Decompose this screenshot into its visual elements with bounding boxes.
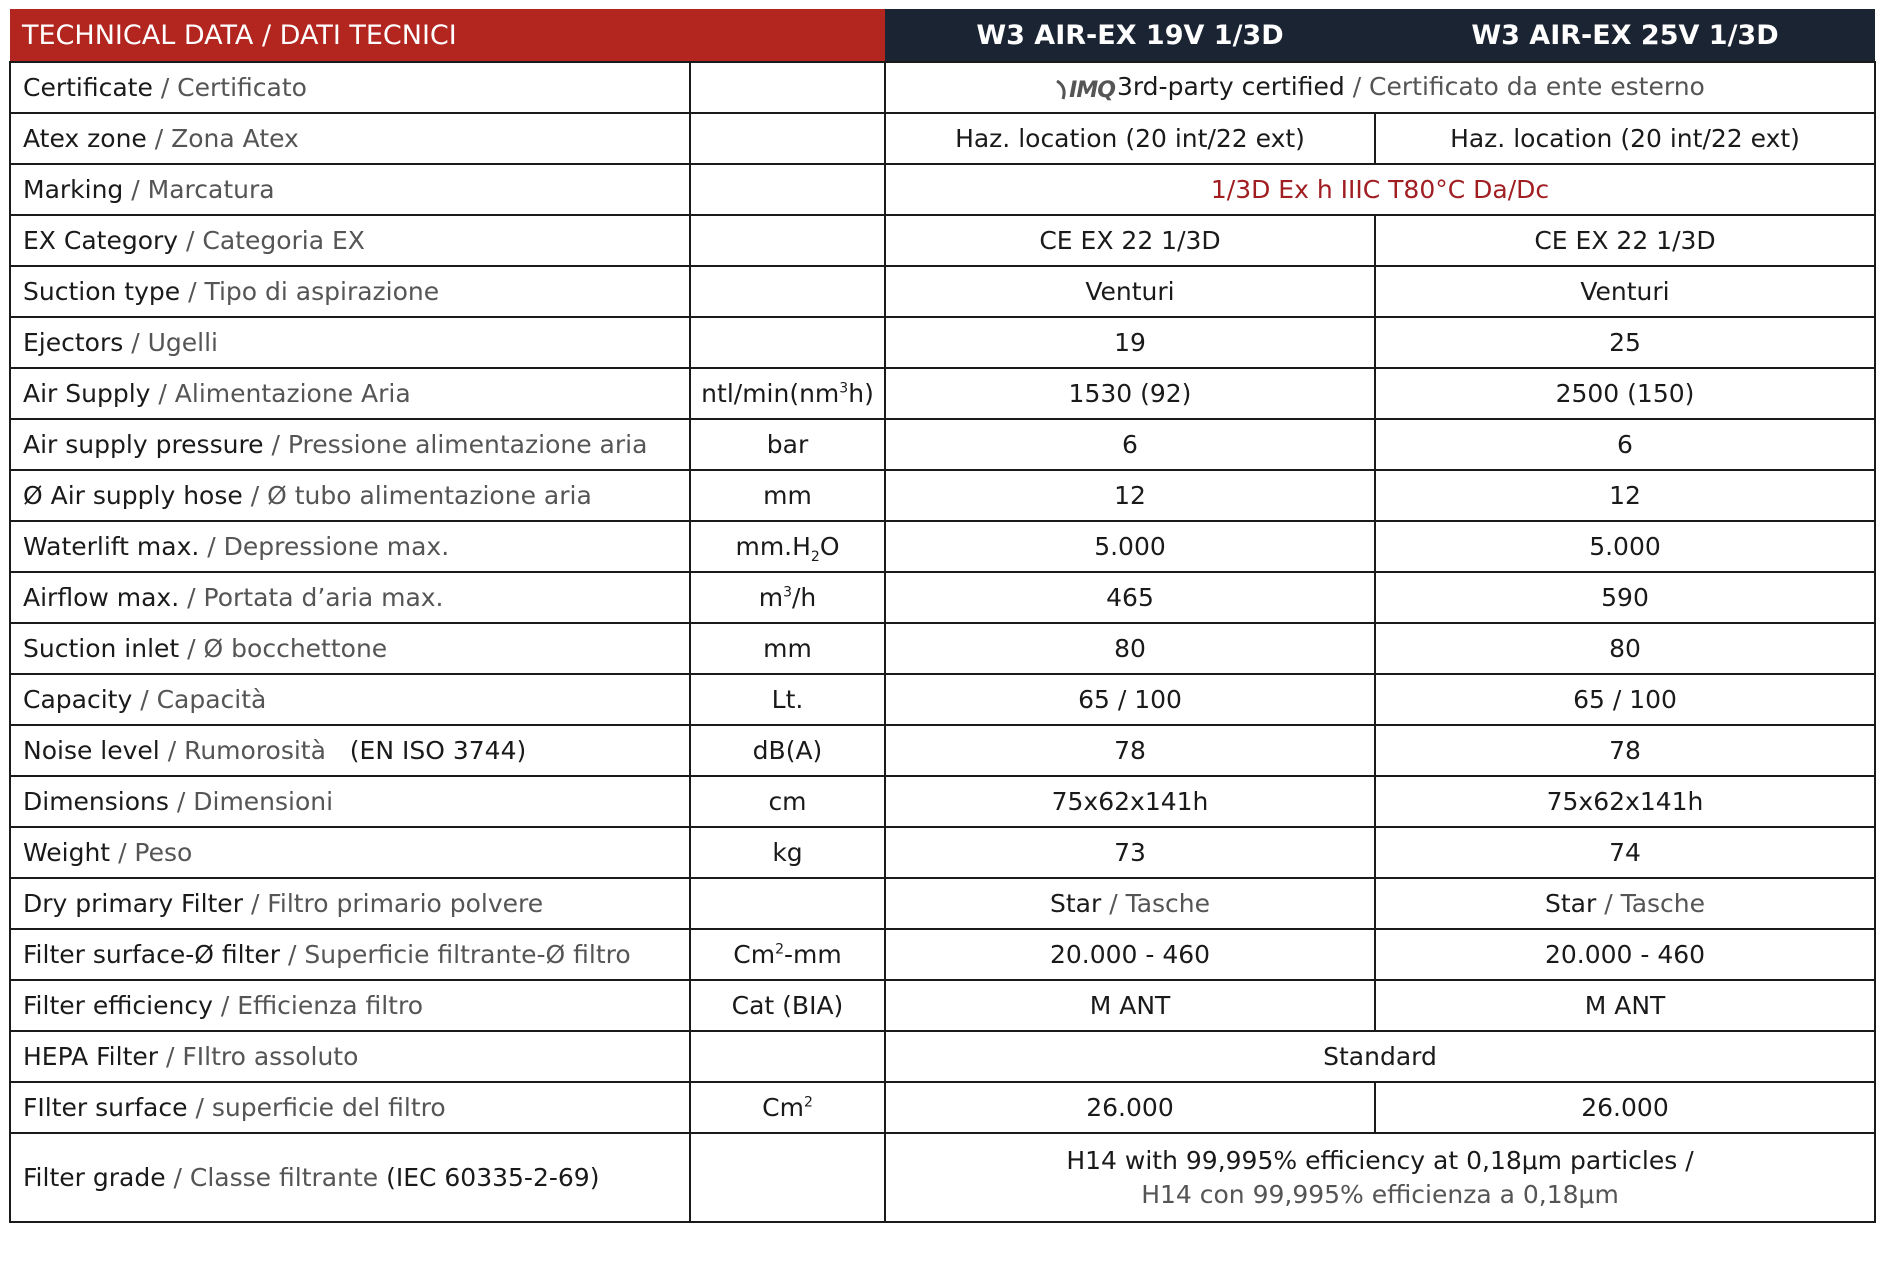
label-en: HEPA Filter (23, 1042, 159, 1071)
label-en: Certificate (23, 73, 153, 102)
row-label (10, 317, 690, 368)
unit-sup: 2 (803, 1094, 813, 1111)
value-model-1: 80 (885, 623, 1375, 674)
table-row (10, 980, 1875, 1031)
row-label (10, 827, 690, 878)
value-model-1: 19 (885, 317, 1375, 368)
unit-text: /h (792, 583, 817, 612)
table-row (10, 368, 1875, 419)
table-row (10, 113, 1875, 164)
label-it: / Capacità (140, 685, 267, 714)
marking-value: 1/3D Ex h IIIC T80°C Da/Dc (885, 164, 1875, 215)
value-model-2: Venturi (1375, 266, 1875, 317)
label-it: / Alimentazione Aria (158, 379, 411, 408)
unit-cell (690, 368, 885, 419)
label-it: / Zona Atex (154, 124, 299, 153)
model-1-header: W3 AIR-EX 19V 1/3D (885, 9, 1375, 62)
imq-logo-text: IMQ (1069, 77, 1115, 103)
label-it: / Ugelli (131, 328, 218, 357)
value-model-1 (885, 878, 1375, 929)
label-en: Marking (23, 175, 124, 204)
value-model-2: 590 (1375, 572, 1875, 623)
technical-data-sheet (9, 9, 1874, 1223)
unit-cell (690, 878, 885, 929)
value-model-1: 465 (885, 572, 1375, 623)
unit-sub: 2 (810, 549, 820, 565)
label-en: Air supply pressure (23, 430, 264, 459)
label-en: Noise level (23, 736, 160, 765)
table-row (10, 725, 1875, 776)
row-label (10, 725, 690, 776)
table-row (10, 623, 1875, 674)
filter-grade-value (885, 1133, 1875, 1222)
value-model-2: 20.000 - 460 (1375, 929, 1875, 980)
table-row (10, 317, 1875, 368)
label-en: Atex zone (23, 124, 147, 153)
label-it: / Categoria EX (186, 226, 365, 255)
table-row (10, 215, 1875, 266)
table-row (10, 62, 1875, 113)
label-it: / Classe filtrante (173, 1163, 379, 1192)
label-it: / Certificato (160, 73, 307, 102)
unit-cell (690, 1133, 885, 1222)
table-row (10, 1082, 1875, 1133)
table-row (10, 572, 1875, 623)
unit-cell: mm (690, 470, 885, 521)
value-model-1: 1530 (92) (885, 368, 1375, 419)
row-label (10, 674, 690, 725)
unit-cell: Lt. (690, 674, 885, 725)
value-it: / Tasche (1604, 889, 1706, 918)
value-model-2: 80 (1375, 623, 1875, 674)
value-model-2: 5.000 (1375, 521, 1875, 572)
table-row (10, 827, 1875, 878)
value-model-1: 75x62x141h (885, 776, 1375, 827)
value-model-2: 75x62x141h (1375, 776, 1875, 827)
technical-data-table (9, 9, 1876, 1223)
value-model-1: CE EX 22 1/3D (885, 215, 1375, 266)
table-row (10, 1031, 1875, 1082)
value-model-1: M ANT (885, 980, 1375, 1031)
table-row (10, 878, 1875, 929)
row-label (10, 1031, 690, 1082)
label-en: Filter efficiency (23, 991, 213, 1020)
row-label (10, 113, 690, 164)
value-model-2: 2500 (150) (1375, 368, 1875, 419)
unit-text: Cm (733, 940, 776, 969)
value-model-1: 12 (885, 470, 1375, 521)
label-en: Dry primary Filter (23, 889, 243, 918)
table-row (10, 470, 1875, 521)
value-en: Star (1049, 889, 1102, 918)
label-en: Weight (23, 838, 111, 867)
unit-text: m (758, 583, 784, 612)
unit-sup: 3 (839, 380, 849, 397)
label-it: / Ø bocchettone (187, 634, 388, 663)
row-label (10, 1082, 690, 1133)
unit-cell: Cat (BIA) (690, 980, 885, 1031)
unit-cell: dB(A) (690, 725, 885, 776)
unit-cell (690, 1031, 885, 1082)
row-label (10, 215, 690, 266)
table-row (10, 776, 1875, 827)
unit-sup: 3 (783, 584, 792, 601)
unit-cell (690, 317, 885, 368)
label-en: Filter grade (23, 1163, 166, 1192)
label-en: Air Supply (23, 379, 151, 408)
row-label (10, 470, 690, 521)
label-en: Ø Air supply hose (23, 481, 243, 510)
unit-cell (690, 929, 885, 980)
unit-text: ntl/min(nm (701, 379, 840, 408)
label-en: EX Category (23, 226, 179, 255)
row-label (10, 623, 690, 674)
label-it: / superficie del filtro (195, 1093, 446, 1122)
label-it: / Tipo di aspirazione (188, 277, 440, 306)
certificate-it: / Certificato da ente esterno (1352, 72, 1705, 102)
value-model-2: 74 (1375, 827, 1875, 878)
value-model-1: 65 / 100 (885, 674, 1375, 725)
unit-text: mm.H (735, 532, 811, 561)
label-standard: (EN ISO 3744) (349, 736, 527, 765)
value-model-2: 12 (1375, 470, 1875, 521)
label-it: / Marcatura (131, 175, 275, 204)
table-row (10, 164, 1875, 215)
unit-cell (690, 572, 885, 623)
unit-text: O (819, 532, 840, 561)
value-model-1: 20.000 - 460 (885, 929, 1375, 980)
label-en: Waterlift max. (23, 532, 200, 561)
table-row (10, 266, 1875, 317)
row-label (10, 266, 690, 317)
value-model-2 (1375, 878, 1875, 929)
unit-text: -mm (784, 940, 842, 969)
label-it: / Depressione max. (207, 532, 450, 561)
unit-sup: 2 (775, 941, 784, 958)
value-model-1: 73 (885, 827, 1375, 878)
value-model-1: Haz. location (20 int/22 ext) (885, 113, 1375, 164)
unit-cell: kg (690, 827, 885, 878)
label-en: Dimensions (23, 787, 169, 816)
header-unit-cell (690, 9, 885, 62)
label-it: / Rumorosità (167, 736, 326, 765)
certificate-en: 3rd-party certified (1116, 72, 1345, 102)
model-2-header: W3 AIR-EX 25V 1/3D (1375, 9, 1875, 62)
unit-cell (690, 113, 885, 164)
unit-cell (690, 1082, 885, 1133)
value-model-2: 78 (1375, 725, 1875, 776)
row-label (10, 776, 690, 827)
certificate-cell (885, 62, 1875, 113)
value-model-1: 26.000 (885, 1082, 1375, 1133)
value-model-1: 5.000 (885, 521, 1375, 572)
row-label (10, 419, 690, 470)
row-label (10, 521, 690, 572)
label-it: / Pressione alimentazione aria (271, 430, 648, 459)
label-en: Suction type (23, 277, 181, 306)
label-it: / Portata d’aria max. (187, 583, 444, 612)
label-it: / Efficienza filtro (220, 991, 423, 1020)
filter-grade-it: H14 con 99,995% efficienza a 0,18μm (1141, 1179, 1619, 1209)
value-it: / Tasche (1109, 889, 1211, 918)
label-standard: (IEC 60335-2-69) (386, 1163, 600, 1192)
value-model-2: 6 (1375, 419, 1875, 470)
unit-cell (690, 164, 885, 215)
row-label (10, 62, 690, 113)
label-en: Airflow max. (23, 583, 180, 612)
imq-logo-icon (1055, 74, 1115, 103)
label-it: / FIltro assoluto (166, 1042, 359, 1071)
unit-cell (690, 266, 885, 317)
row-label (10, 368, 690, 419)
value-model-2: 25 (1375, 317, 1875, 368)
unit-cell (690, 215, 885, 266)
unit-text: h) (848, 379, 874, 408)
value-model-2: Haz. location (20 int/22 ext) (1375, 113, 1875, 164)
filter-grade-en: H14 with 99,995% efficiency at 0,18μm particles / (1066, 1145, 1694, 1175)
label-en: Capacity (23, 685, 133, 714)
label-it: / Ø tubo alimentazione aria (250, 481, 592, 510)
value-model-1: 6 (885, 419, 1375, 470)
label-en: Filter surface-Ø filter (23, 940, 281, 969)
row-label (10, 980, 690, 1031)
value-en: Star (1544, 889, 1597, 918)
value-model-1: 78 (885, 725, 1375, 776)
row-label (10, 929, 690, 980)
row-label (10, 572, 690, 623)
unit-text: Cm (762, 1093, 804, 1122)
row-label (10, 164, 690, 215)
table-row (10, 929, 1875, 980)
unit-cell: cm (690, 776, 885, 827)
unit-cell (690, 521, 885, 572)
value-model-2: M ANT (1375, 980, 1875, 1031)
table-title: TECHNICAL DATA / DATI TECNICI (10, 9, 690, 62)
table-row (10, 521, 1875, 572)
row-label (10, 878, 690, 929)
value-model-1: Venturi (885, 266, 1375, 317)
value-model-2: CE EX 22 1/3D (1375, 215, 1875, 266)
table-header-row (10, 9, 1875, 62)
table-row (10, 419, 1875, 470)
label-it: / Superficie filtrante-Ø filtro (288, 940, 631, 969)
unit-cell (690, 62, 885, 113)
hepa-value: Standard (885, 1031, 1875, 1082)
label-it: / Filtro primario polvere (250, 889, 544, 918)
value-model-2: 26.000 (1375, 1082, 1875, 1133)
table-row (10, 674, 1875, 725)
value-model-2: 65 / 100 (1375, 674, 1875, 725)
label-en: Ejectors (23, 328, 124, 357)
unit-cell: bar (690, 419, 885, 470)
label-en: Suction inlet (23, 634, 180, 663)
row-label (10, 1133, 690, 1222)
unit-cell: mm (690, 623, 885, 674)
label-it: / Peso (118, 838, 193, 867)
label-it: / Dimensioni (176, 787, 334, 816)
table-row (10, 1133, 1875, 1222)
label-en: FIlter surface (23, 1093, 188, 1122)
